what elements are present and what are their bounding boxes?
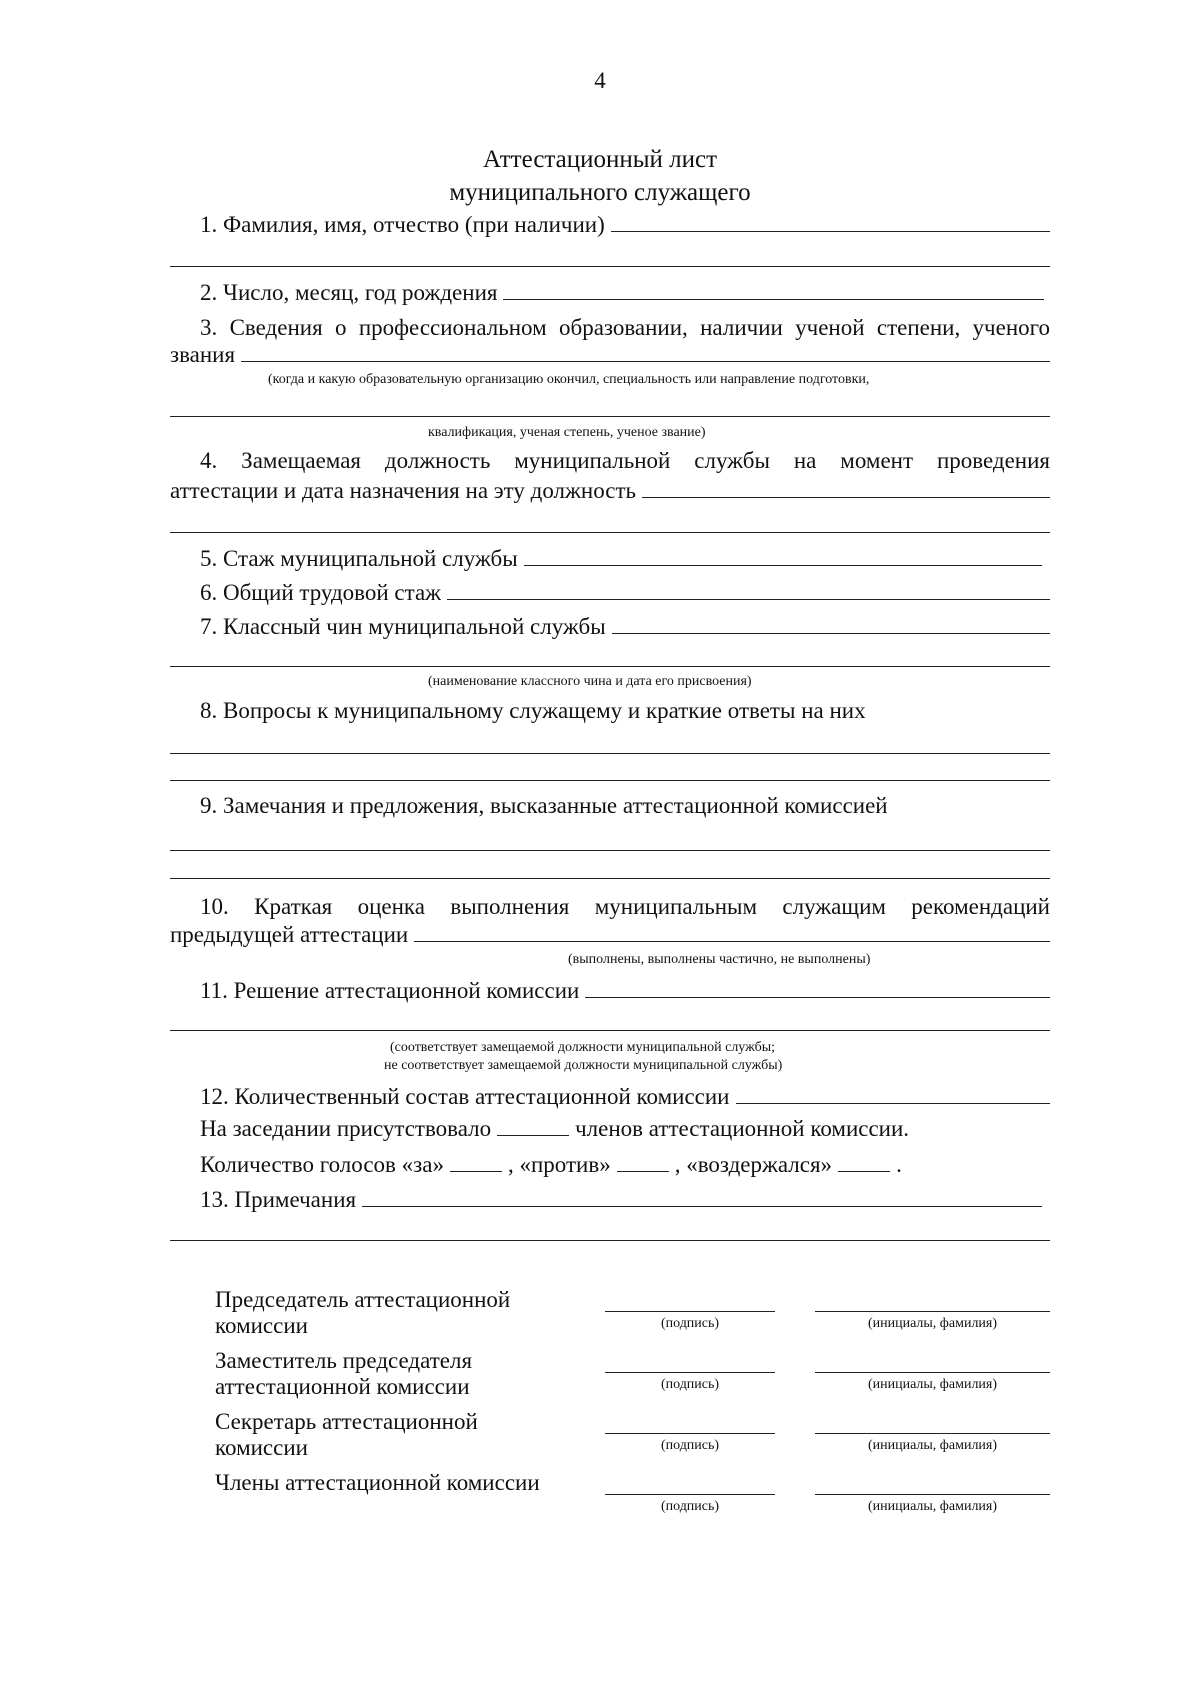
field-commission-size-label: 12. Количественный состав аттестационной комиссии xyxy=(200,1084,730,1109)
field-notes-blank[interactable] xyxy=(362,1205,1042,1207)
name-hint-deputy: (инициалы, фамилия) xyxy=(867,1377,998,1392)
field-remarks xyxy=(170,789,1050,819)
field-class-rank-label: 7. Классный чин муниципальной службы xyxy=(200,614,606,639)
field-full-name-label: 1. Фамилия, имя, отчество (при наличии) xyxy=(200,212,605,237)
field-full-name-blank-2[interactable] xyxy=(170,266,1050,267)
signature-label-secretary: Секретарь аттестационной комиссии xyxy=(215,1409,478,1460)
signature-hint-chairman: (подпись) xyxy=(660,1316,720,1331)
votes-line xyxy=(200,1152,902,1178)
field-decision-hint-1: (соответствует замещаемой должности муниципальной службы; xyxy=(390,1040,776,1055)
present-line xyxy=(200,1116,909,1142)
signature-line-chairman[interactable] xyxy=(605,1311,775,1312)
field-commission-size-blank[interactable] xyxy=(736,1102,1051,1104)
signature-label-deputy: Заместитель председателя аттестационной комиссии xyxy=(215,1348,473,1399)
signature-label-members: Члены аттестационной комиссии xyxy=(215,1470,540,1495)
signature-line-secretary[interactable] xyxy=(605,1433,775,1434)
field-recommendations-hint: (выполнены, выполнены частично, не выполнены) xyxy=(568,952,871,967)
field-decision-hint-2: не соответствует замещаемой должности муниципальной службы) xyxy=(384,1058,783,1073)
field-decision-blank-2[interactable] xyxy=(170,1030,1050,1031)
field-remarks-blank-2[interactable] xyxy=(170,878,1050,879)
field-notes-blank-2[interactable] xyxy=(170,1240,1050,1241)
field-commission-size xyxy=(170,1080,1050,1110)
field-class-rank xyxy=(170,610,1050,640)
signature-line-deputy[interactable] xyxy=(605,1372,775,1373)
name-line-chairman[interactable] xyxy=(815,1311,1050,1312)
field-recommendations xyxy=(170,918,1050,948)
votes-label-end: . xyxy=(896,1152,902,1177)
field-education xyxy=(170,338,1050,368)
field-questions-blank-1[interactable] xyxy=(170,753,1050,754)
name-hint-chairman: (инициалы, фамилия) xyxy=(867,1316,998,1331)
present-label-b: членов аттестационной комиссии. xyxy=(575,1116,910,1141)
present-label-a: На заседании присутствовало xyxy=(200,1116,492,1141)
field-recommendations-label-1: 10. Краткая оценка выполнения муниципальным служащим рекомендаций xyxy=(200,894,1050,919)
field-municipal-service-length xyxy=(170,542,1050,572)
page-number: 4 xyxy=(594,68,606,93)
field-recommendations-blank[interactable] xyxy=(414,940,1050,942)
name-hint-members: (инициалы, фамилия) xyxy=(867,1499,998,1514)
field-class-rank-blank-2[interactable] xyxy=(170,666,1050,667)
field-position-blank-2[interactable] xyxy=(170,532,1050,533)
votes-label-against: , «против» xyxy=(507,1152,611,1177)
field-municipal-service-length-label: 5. Стаж муниципальной службы xyxy=(200,546,518,571)
field-full-name xyxy=(170,208,1050,238)
field-education-label-2: звания xyxy=(170,342,236,367)
signature-label-chairman: Председатель аттестационной комиссии xyxy=(215,1287,511,1338)
field-decision-label: 11. Решение аттестационной комиссии xyxy=(200,978,580,1003)
field-education-hint-1: (когда и какую образовательную организацию окончил, специальность или направление подготовки, xyxy=(268,372,870,387)
field-municipal-service-length-blank[interactable] xyxy=(524,564,1042,566)
field-decision-blank[interactable] xyxy=(585,996,1050,998)
field-decision xyxy=(170,974,1050,1004)
votes-against-blank[interactable] xyxy=(617,1170,669,1172)
name-hint-secretary: (инициалы, фамилия) xyxy=(867,1438,998,1453)
field-total-work-length xyxy=(170,576,1050,606)
field-notes xyxy=(170,1183,1050,1213)
field-total-work-length-label: 6. Общий трудовой стаж xyxy=(200,580,442,605)
name-line-secretary[interactable] xyxy=(815,1433,1050,1434)
field-position-blank[interactable] xyxy=(642,496,1050,498)
field-questions-blank-2[interactable] xyxy=(170,780,1050,781)
field-questions xyxy=(170,694,1050,724)
field-remarks-blank-1[interactable] xyxy=(170,850,1050,851)
signature-hint-secretary: (подпись) xyxy=(660,1438,720,1453)
name-line-members[interactable] xyxy=(815,1494,1050,1495)
field-education-blank-2[interactable] xyxy=(170,416,1050,417)
field-questions-label: 8. Вопросы к муниципальному служащему и краткие ответы на них xyxy=(200,698,866,723)
field-remarks-label: 9. Замечания и предложения, высказанные аттестационной комиссией xyxy=(200,793,888,818)
field-class-rank-blank[interactable] xyxy=(612,632,1050,634)
field-class-rank-hint: (наименование классного чина и дата его присвоения) xyxy=(428,674,752,689)
field-recommendations-label-2: предыдущей аттестации xyxy=(170,922,409,947)
votes-label-abstain: , «воздержался» xyxy=(674,1152,833,1177)
signature-hint-members: (подпись) xyxy=(660,1499,720,1514)
field-birth-date-blank[interactable] xyxy=(503,298,1044,300)
field-education-hint-2: квалификация, ученая степень, ученое звание) xyxy=(428,425,706,440)
field-position xyxy=(170,474,1050,504)
votes-label-for: Количество голосов «за» xyxy=(200,1152,444,1177)
field-position-label-2: аттестации и дата назначения на эту должность xyxy=(170,478,637,503)
field-notes-label: 13. Примечания xyxy=(200,1187,357,1212)
field-education-blank[interactable] xyxy=(241,360,1050,362)
field-total-work-length-blank[interactable] xyxy=(447,598,1050,600)
signature-line-members[interactable] xyxy=(605,1494,775,1495)
document-title-line2: муниципального служащего xyxy=(449,179,751,206)
field-birth-date xyxy=(170,276,1050,306)
votes-for-blank[interactable] xyxy=(450,1170,502,1172)
field-full-name-blank[interactable] xyxy=(611,230,1050,232)
present-count-blank[interactable] xyxy=(497,1134,569,1136)
votes-abstain-blank[interactable] xyxy=(838,1170,890,1172)
field-education-label-1: 3. Сведения о профессиональном образовании, наличии ученой степени, ученого xyxy=(200,315,1050,340)
document-title-line1: Аттестационный лист xyxy=(482,146,718,173)
signature-hint-deputy: (подпись) xyxy=(660,1377,720,1392)
field-birth-date-label: 2. Число, месяц, год рождения xyxy=(200,280,498,305)
name-line-deputy[interactable] xyxy=(815,1372,1050,1373)
field-position-label-1: 4. Замещаемая должность муниципальной службы на момент проведения xyxy=(200,448,1050,473)
